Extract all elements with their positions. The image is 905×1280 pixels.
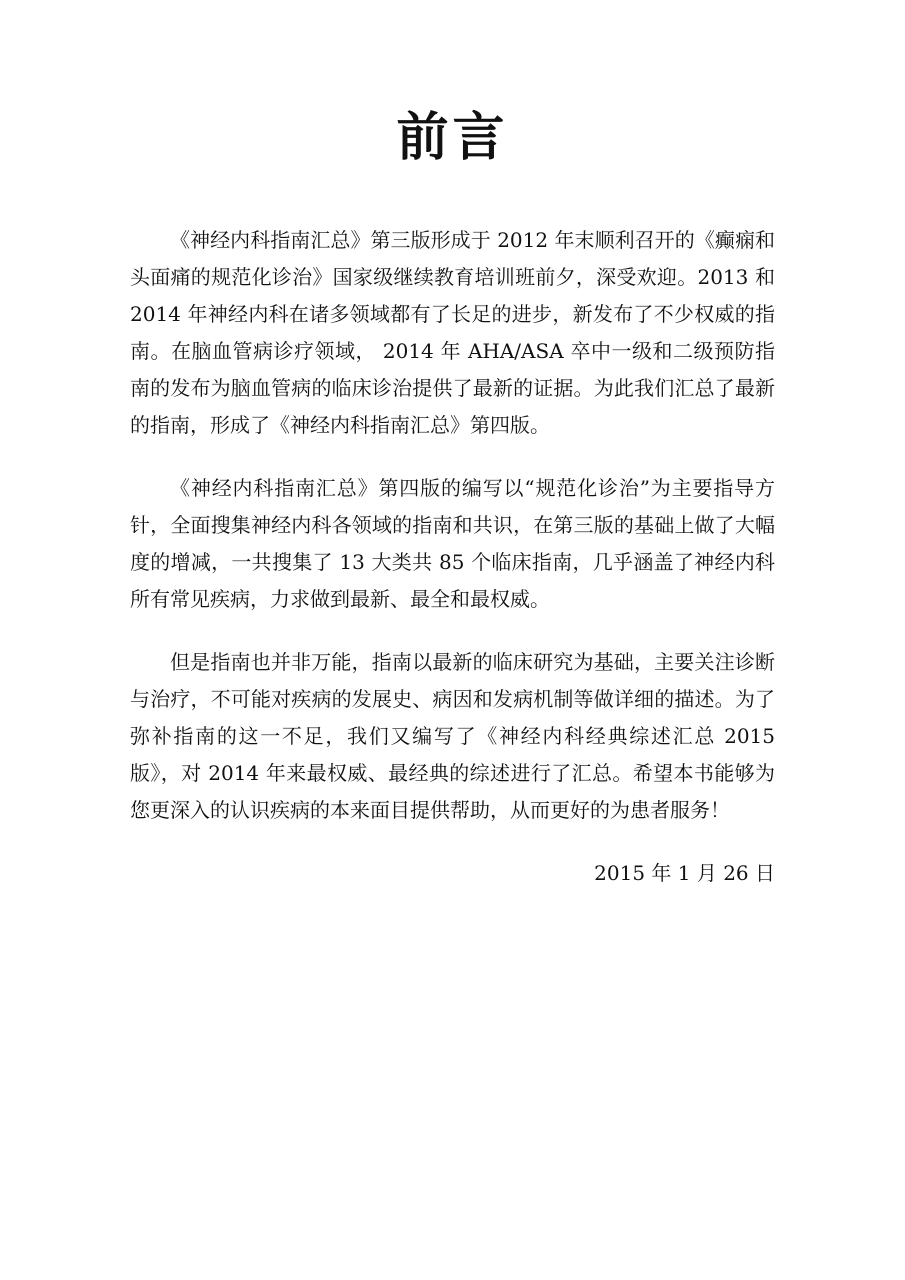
document-body [130,222,775,892]
paragraph-2: 《神经内科指南汇总》第四版的编写以“规范化诊治”为主要指导方针，全面搜集神经内科各领域的指南和共识，在第三版的基础上做了大幅度的增减，一共搜集了 13 大类共 85 个临床指南，几乎涵盖了神经内科所有常见疾病，力求做到最新、最全和最权威。 [130,476,775,611]
page-title: 前言 [396,108,509,168]
document-date: 2015 年 1 月 26 日 [594,861,775,885]
paragraph-1: 《神经内科指南汇总》第三版形成于 2012 年末顺利召开的《癫痫和头面痛的规范化诊治》国家级继续教育培训班前夕，深受欢迎。2013 和 2014 年神经内科在诸多领域都有了长足的进步，新发布了不少权威的指南。在脑血管病诊疗领域， 2014 年 AHA/ASA 卒中一级和二级预防指南的发布为脑血管病的临床诊治提供了最新的证据。为此我们汇总了最新的指南，形成了《神经内科指南汇总》第四版。 [130,228,775,437]
paragraph-3: 但是指南也并非万能，指南以最新的临床研究为基础，主要关注诊断与治疗，不可能对疾病的发展史、病因和发病机制等做详细的描述。为了弥补指南的这一不足，我们又编写了《神经内科经典综述汇总 2015 版》，对 2014 年来最权威、最经典的综述进行了汇总。希望本书能够为您更深入的认识疾病的本来面目提供帮助，从而更好的为患者服务！ [130,650,775,822]
